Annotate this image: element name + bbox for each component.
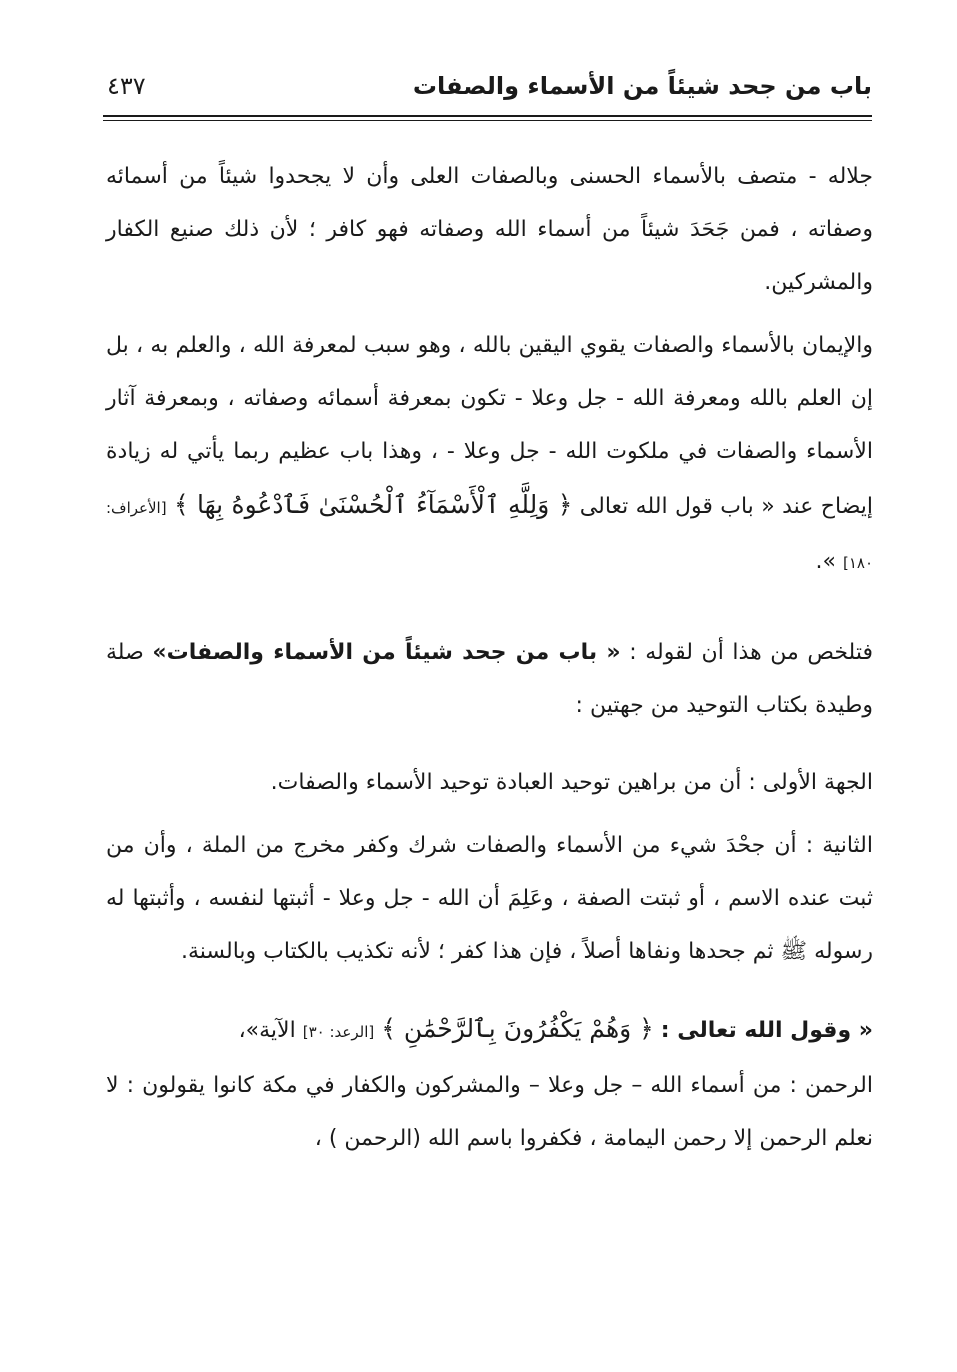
verse-reference-rad: [الرعد: ٣٠] xyxy=(302,1023,375,1041)
header-divider xyxy=(103,115,872,117)
running-title: باب من جحد شيئاً من الأسماء والصفات xyxy=(412,72,872,100)
paragraph-1: جلاله - متصف بالأسماء الحسنى وبالصفات العلى وأن لا يجحدوا شيئاً من أسمائه وصفاته ، فمن جَحَدَ شيئاً من أسماء الله وصفاته فهو كافر ؛ لأن ذلك صنيع الكفار والمشركين. xyxy=(106,164,873,295)
quran-verse-rad: ﴿ وَهُمْ يَكْفُرُونَ بِٱلرَّحْمَٰنِ ﴾ xyxy=(381,1014,654,1043)
page-header xyxy=(103,68,872,114)
paragraph-6-end: الآية»، xyxy=(238,1018,296,1043)
paragraph-5: الثانية : أن جحْدَ شيء من الأسماء والصفات شرك وكفر مخرج من الملة ، وأن من ثبت عنده الاسم ، أو ثبتت الصفة ، وعَلِمَ أن الله - جل وعلا - أثبتها لنفسه ، وأثبتها له رسوله ﷺ ثم جحدها ونفاها أصلاً ، فإن هذا كفر ؛ لأنه تكذيب بالكتاب وبالسنة. xyxy=(106,833,873,964)
verse-reference-araf: [الأعراف: ١٨٠] xyxy=(106,499,873,572)
quran-verse-araf: ﴿ وَلِلَّهِ ٱلْأَسْمَآءُ ٱلْحُسْنَىٰ فَٱدْعُوهُ بِهَا ﴾ xyxy=(174,490,573,519)
header-divider-thin xyxy=(103,120,872,121)
paragraph-7: الرحمن : من أسماء الله – جل وعلا – والمشركون والكفار في مكة كانوا يقولون : لا نعلم الرحمن إلا رحمن اليمامة ، فكفروا باسم الله (الرحمن ) ، xyxy=(106,1073,873,1151)
paragraph-3-start: فتلخص من هذا أن لقوله : xyxy=(629,640,873,665)
paragraph-4: الجهة الأولى : أن من براهين توحيد العبادة توحيد الأسماء والصفات. xyxy=(270,770,873,795)
paragraph-6 xyxy=(106,1002,873,1059)
chapter-title-quote: « باب من جحد شيئاً من الأسماء والصفات» xyxy=(152,640,621,665)
page-number: ٤٣٧ xyxy=(107,72,146,100)
paragraph-2-end: ». xyxy=(815,549,836,574)
paragraph-2-text: والإيمان بالأسماء والصفات يقوي اليقين بالله ، وهو سبب لمعرفة الله ، والعلم به ، بل إن العلم بالله ومعرفة الله - جل وعلا - تكون بمعرفة أسمائه وصفاته ، وبمعرفة آثار الأسماء والصفات في ملكوت الله - جل وعلا - ، وهذا باب عظيم ربما يأتي له زيادة إيضاح عند « باب قول الله تعالى xyxy=(106,333,874,519)
page-body xyxy=(106,150,873,1165)
paragraph-3-end: صلة وطيدة بكتاب التوحيد من جهتين : xyxy=(106,640,873,718)
paragraph-3 xyxy=(106,626,873,732)
paragraph-2 xyxy=(106,319,873,590)
quote-heading: « وقول الله تعالى : xyxy=(660,1018,873,1043)
